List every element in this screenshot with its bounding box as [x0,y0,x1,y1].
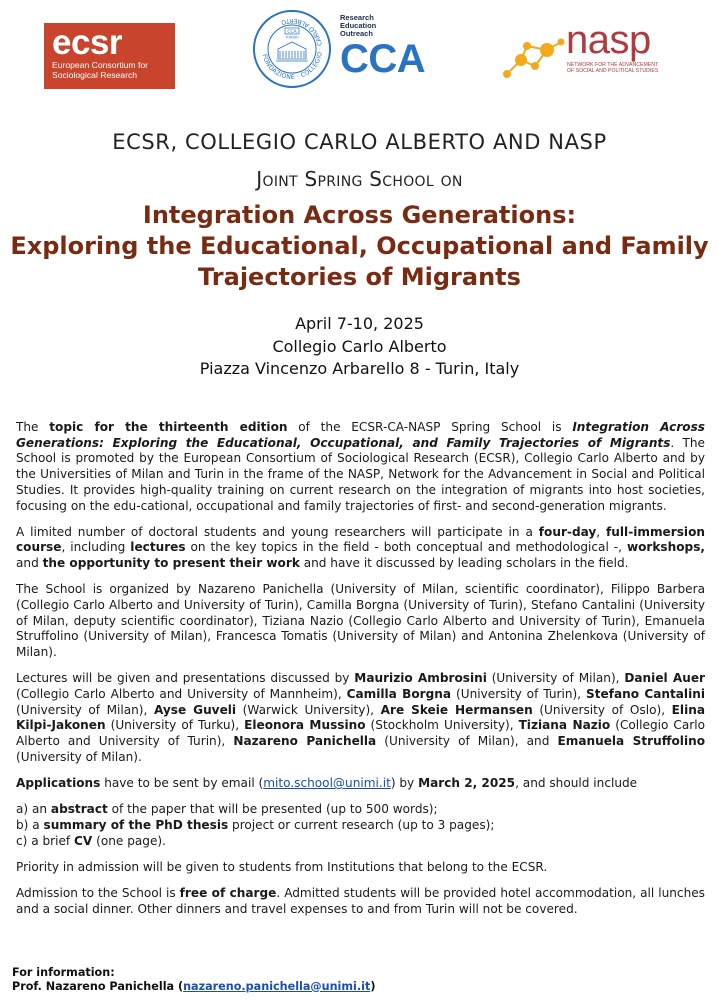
text: , including [61,540,131,555]
text: Lectures will be given and presentations discussed by [16,671,355,686]
nasp-subtitle-2: OF SOCIAL AND POLITICAL STUDIES [567,68,659,74]
text: and have it discussed by leading scholars in the field. [299,556,629,571]
lecturer-name: Elina Kilpi-Jakonen [16,702,705,733]
lecturer-affiliation: (University of Turku), [105,718,245,733]
highlight: workshops, [626,540,705,555]
event-date: April 7-10, 2025 [295,314,424,333]
text: . Admitted students will be provided hotel accommodation, all lunches and a social dinner. Other dinners and travel expenses to and from Turin will not be covered. [16,886,705,916]
highlight: lectures [130,540,186,555]
applications-label: Applications [16,776,101,791]
requirements-list [16,802,705,849]
text: a) an [16,802,51,817]
text: , and should include [515,776,638,791]
lecturer-name: Eleonora Mussino [244,718,366,733]
list-item [16,802,705,818]
lecturer-affiliation: (Stockholm University), [365,718,519,733]
text: (one page). [92,833,166,848]
contact-footer [12,966,375,993]
svg-text:FONDAZIONE · COLLEGIO · CARLO [261,17,324,81]
lecturer-name: Are Skeie Hermansen [380,702,533,717]
lecturer-name: Maurizio Ambrosini [354,671,487,686]
text: ( [174,979,184,993]
text: ) by [390,776,419,791]
lecturer-affiliation: (Collegio Carlo Alberto and University of Mannheim), [16,687,347,702]
school-title [0,200,719,293]
cca-tagline-1: Research [340,13,374,22]
cca-tagline-2: Education [340,21,377,30]
lecturer-affiliation: (University of Turin), [451,687,586,702]
text: The [16,420,50,434]
highlight: full-immersion course [16,524,705,555]
text: ) [370,979,376,993]
highlight: CV [74,833,93,848]
organizers-paragraph: The School is organized by Nazareno Panichella (University of Milan, scientific coordinator), Filippo Barbera (Collegio Carlo Alberto and University of Turin), Camilla Borgna (University of Turin), Stefano Cantalini (University of Milan, deputy scientific coordinator), Tiziana Nazio (Collegio Carlo Alberto and University of Turin), Emanuela Struffolino (University of Milan), Francesca Tomatis (University of Milan) and Antonina Zhelenkova (University of Milan). [16,582,705,660]
ecsr-logo-line2: Sociological Research [52,70,138,80]
lecturer-affiliation: (University of Oslo), [532,702,672,717]
text: of the ECSR-CA-NASP Spring School is [287,420,573,434]
text: have to be sent by email ( [100,776,264,791]
lecturers-paragraph [16,671,705,765]
text: c) a brief [16,833,75,848]
building-icon [276,42,308,61]
deadline: March 2, 2025 [418,776,516,791]
lecturer-name: Daniel Auer [624,671,705,686]
organizers-heading: ECSR, COLLEGIO CARLO ALBERTO AND NASP [112,130,607,154]
cca-tagline-3: Outreach [340,29,373,38]
topic-label: topic for the thirteenth edition [49,420,288,434]
contact-email-link[interactable]: nazareno.panichella@unimi.it [183,979,371,993]
title-line-1: Integration Across Generations: [142,201,577,229]
topic-title: Integration Across Generations: Exploring the Educational, Occupational, and Family Trajectories of Migrants [16,420,705,450]
lecturer-name: Camilla Borgna [346,687,452,702]
highlight: summary of the PhD thesis [43,817,229,832]
text: . The School is promoted by the European Consortium of Sociological Research (ECSR), Collegio Carlo Alberto and by the Universities of Milan and Turin in the frame of the NASP, Network for the Advancement in Social and Political Studies. It provides high-quality training on current research on the integration of migrants into host societies, focusing on the edu-cational, occupational and family trajectories of first- and second-generation migrants. [16,435,705,513]
school-email-link[interactable]: mito.school@unimi.it [263,776,391,791]
lecturer-name: Tiziana Nazio [518,718,611,733]
cca-name: CCA [340,37,426,81]
topic-paragraph [16,420,705,514]
text: A limited number of doctoral students and young researchers will participate in a [16,524,539,539]
cca-seal-logo [252,9,332,89]
cca-wordmark [340,13,426,81]
nasp-subtitle [567,62,697,74]
event-details [0,313,719,381]
title-line-3: Trajectories of Migrants [198,263,521,291]
text: on the key topics in the field - both conceptual and methodological -, [185,540,627,555]
cca-seal-city-text: TORINO [285,35,299,40]
title-line-2: Exploring the Educational, Occupational and Family [10,232,709,260]
highlight: free of charge [179,886,277,901]
lecturer-affiliation: (Warwick University), [236,702,381,717]
announcement-body [16,420,705,917]
lecturer-name: Stefano Cantalini [586,687,705,702]
nasp-subtitle-1: NETWORK FOR THE ADVANCEMENT [567,62,659,68]
highlight: abstract [50,802,108,817]
lecturer-affiliation: (Collegio Carlo Alberto and University of Turin), [16,718,706,749]
contact-name: Prof. Nazareno Panichella [12,979,175,993]
lecturer-affiliation: (University of Milan). [16,749,142,764]
logo-bar [0,0,719,100]
ecsr-logo-line1: European Consortium for [52,60,149,70]
text: Admission to the School is [16,886,180,901]
text: of the paper that will be presented (up to 500 words); [107,802,438,817]
admission-paragraph [16,886,705,917]
event-venue: Collegio Carlo Alberto [272,336,447,356]
list-item [16,834,705,850]
lecturer-affiliation: (University of Milan), [16,702,154,717]
lecturer-name: Nazareno Panichella [233,734,377,749]
list-item [16,818,705,834]
text: and [16,556,43,571]
ecsr-logo [44,23,175,89]
cca-seal-top-text: CCA [287,30,297,35]
lecturer-affiliation: (University of Milan), and [376,734,558,749]
highlight: four-day [538,524,597,539]
lecturer-name: Ayse Guveli [153,702,237,717]
highlight: the opportunity to present their work [42,556,300,571]
applications-paragraph [16,776,705,792]
cca-seal-ring-text: FONDAZIONE · COLLEGIO · CARLO ALBERTO [260,16,325,82]
lecturer-affiliation: (University of Milan), [486,671,625,686]
text: project or current research (up to 3 pages); [228,817,495,832]
course-paragraph [16,525,705,572]
ecsr-logo-wordmark: ecsr [52,23,123,62]
priority-paragraph: Priority in admission will be given to students from Institutions that belong to the ECSR. [16,859,548,874]
nasp-wordmark: nasp [566,18,651,62]
text: b) a [16,817,44,832]
contact-label: For information: [12,966,115,979]
event-address: Piazza Vincenzo Arbarello 8 - Turin, Italy [199,359,520,378]
lecturer-name: Emanuela Struffolino [557,734,706,749]
school-heading: Joint Spring School on [256,167,463,191]
text: , [596,524,607,539]
